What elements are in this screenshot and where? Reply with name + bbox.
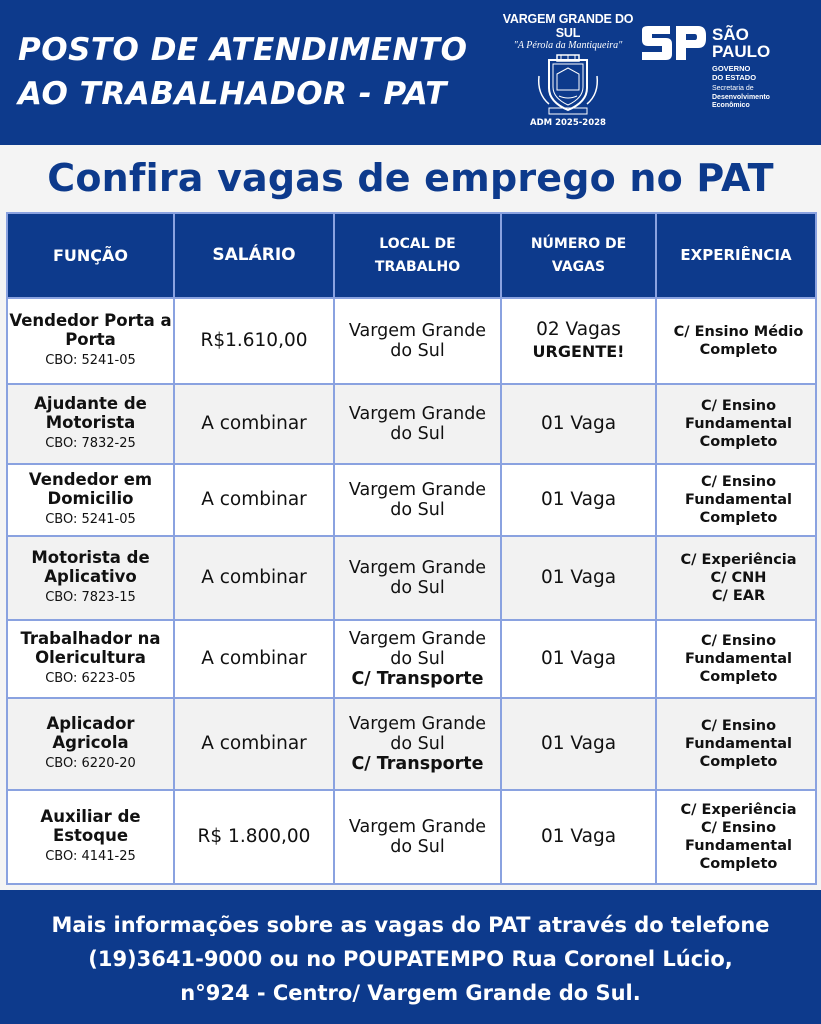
location-line-2: do Sul	[390, 500, 445, 520]
cell-funcao	[7, 698, 174, 790]
location-line-2: do Sul	[390, 734, 445, 754]
sp-logo-government	[712, 64, 772, 82]
cell-salario	[174, 464, 334, 536]
job-cbo-code: CBO: 6223-05	[45, 671, 136, 686]
job-vacancies	[502, 733, 655, 755]
column-header-vagas-line-1: NÚMERO DE	[530, 235, 627, 252]
location-line-1: Vargem Grande	[348, 480, 487, 500]
experience-line: Fundamental	[685, 651, 792, 667]
experience-line: C/ Ensino	[700, 718, 777, 734]
job-salary: A combinar	[201, 733, 307, 754]
column-header-funcao: FUNÇÃO	[7, 213, 174, 298]
experience-line: C/ Ensino	[700, 633, 777, 649]
table-row	[7, 790, 816, 884]
job-cbo-code: CBO: 5241-05	[45, 353, 136, 368]
cell-vagas	[501, 620, 656, 698]
footer-line-3: n°924 - Centro/ Vargem Grande do Sul.	[180, 981, 641, 1005]
location-transport: C/ Transporte	[351, 754, 484, 774]
sp-logo-sec-line-1: Secretaria de	[712, 85, 754, 92]
cell-vagas	[501, 536, 656, 620]
location-line-2: do Sul	[390, 649, 445, 669]
location-line-1: Vargem Grande	[348, 817, 487, 837]
table-row	[7, 384, 816, 464]
table-header-row	[7, 213, 816, 298]
job-title: Vendedor em Domicilio	[28, 470, 153, 508]
location-line-2: do Sul	[390, 578, 445, 598]
location-line-1: Vargem Grande	[348, 404, 487, 424]
job-vacancies	[502, 319, 655, 363]
cell-vagas	[501, 298, 656, 384]
experience-line: Completo	[699, 856, 778, 872]
footer-line-1: Mais informações sobre as vagas do PAT através do telefone	[51, 913, 770, 937]
cell-experiencia	[656, 790, 816, 884]
job-cbo-code: CBO: 7823-15	[45, 590, 136, 605]
job-cbo-code: CBO: 7832-25	[45, 436, 136, 451]
column-header-experiencia: EXPERIÊNCIA	[656, 213, 816, 298]
cell-salario	[174, 620, 334, 698]
cell-funcao	[7, 620, 174, 698]
city-logo-name: VARGEM GRANDE DO SUL	[502, 12, 634, 40]
vacancy-count: 01 Vaga	[540, 826, 617, 847]
table-row	[7, 698, 816, 790]
column-header-local-line-2: TRABALHO	[374, 258, 461, 275]
job-salary: A combinar	[201, 648, 307, 669]
cell-experiencia	[656, 698, 816, 790]
location-line-1: Vargem Grande	[348, 714, 487, 734]
location-line-2: do Sul	[390, 341, 445, 361]
location-line-1: Vargem Grande	[348, 558, 487, 578]
experience-line: Completo	[699, 754, 778, 770]
column-header-salario: SALÁRIO	[174, 213, 334, 298]
experience-line: C/ Ensino	[700, 474, 777, 490]
table-row	[7, 298, 816, 384]
job-table	[6, 212, 817, 885]
cell-funcao	[7, 536, 174, 620]
cell-experiencia	[656, 536, 816, 620]
vacancy-count: 01 Vaga	[540, 648, 617, 669]
job-title: Motorista de Aplicativo	[31, 548, 150, 586]
experience-line: C/ EAR	[711, 588, 766, 604]
page-title	[18, 28, 518, 116]
experience-line: Completo	[699, 669, 778, 685]
job-location	[335, 321, 500, 361]
sp-logo-sec-line-3: Econômico	[712, 102, 750, 109]
cell-funcao	[7, 790, 174, 884]
table-row	[7, 464, 816, 536]
job-location	[335, 629, 500, 689]
sp-logo-name-line-2: PAULO	[712, 42, 771, 61]
experience-line: Completo	[699, 510, 778, 526]
sp-logo-sec-line-2: Desenvolvimento	[712, 93, 770, 101]
cell-salario	[174, 384, 334, 464]
location-transport: C/ Transporte	[351, 669, 484, 689]
experience-line: Fundamental	[685, 838, 792, 854]
experience-line: Fundamental	[685, 736, 792, 752]
job-title: Aplicador Agricola	[46, 714, 135, 752]
experience-line: Fundamental	[685, 416, 792, 432]
sp-logo-secretaria	[712, 85, 802, 111]
job-location	[335, 817, 500, 857]
vacancy-count: 02 Vagas	[536, 319, 621, 340]
column-header-vagas-line-2: VAGAS	[551, 258, 606, 275]
cell-experiencia	[656, 620, 816, 698]
cell-funcao	[7, 464, 174, 536]
cell-vagas	[501, 698, 656, 790]
job-vacancies	[502, 413, 655, 435]
cell-funcao	[7, 384, 174, 464]
cell-salario	[174, 536, 334, 620]
job-location	[335, 558, 500, 598]
job-title: Vendedor Porta a Porta	[9, 311, 172, 349]
job-vacancies	[502, 826, 655, 848]
job-vacancies	[502, 567, 655, 589]
job-title: Ajudante de Motorista	[34, 394, 147, 432]
job-cbo-code: CBO: 6220-20	[45, 756, 136, 771]
location-line-2: do Sul	[390, 837, 445, 857]
sp-logo-gov-line-1: GOVERNO	[712, 64, 751, 73]
job-cbo-code: CBO: 4141-25	[45, 849, 136, 864]
cell-vagas	[501, 464, 656, 536]
sao-paulo-logo	[640, 26, 810, 116]
page-title-line-1: POSTO DE ATENDIMENTO	[18, 32, 468, 68]
cell-salario	[174, 698, 334, 790]
vacancy-count: 01 Vaga	[540, 413, 617, 434]
cell-experiencia	[656, 298, 816, 384]
experience-line: C/ Ensino	[700, 398, 777, 414]
job-cbo-code: CBO: 5241-05	[45, 512, 136, 527]
vacancy-count: 01 Vaga	[540, 567, 617, 588]
cell-vagas	[501, 384, 656, 464]
vacancy-urgent-badge: URGENTE!	[532, 342, 625, 361]
experience-line: Fundamental	[685, 492, 792, 508]
experience-line: Completo	[699, 434, 778, 450]
job-salary: R$ 1.800,00	[197, 826, 311, 847]
vacancy-count: 01 Vaga	[540, 733, 617, 754]
cell-local	[334, 384, 501, 464]
cell-salario	[174, 298, 334, 384]
cell-experiencia	[656, 464, 816, 536]
cell-local	[334, 536, 501, 620]
cell-local	[334, 790, 501, 884]
footer-line-2: (19)3641-9000 ou no POUPATEMPO Rua Coronel Lúcio,	[88, 947, 733, 971]
city-logo-adm: ADM 2025-2028	[530, 118, 606, 128]
experience-line: C/ CNH	[710, 570, 767, 586]
cell-funcao	[7, 298, 174, 384]
sp-logo-name-line-1: SÃO	[712, 25, 749, 44]
sp-logo-mark-icon	[640, 26, 708, 60]
job-location	[335, 714, 500, 774]
page-title-line-2: AO TRABALHADOR - PAT	[18, 76, 447, 112]
city-crest-icon	[535, 54, 601, 116]
experience-line: C/ Ensino	[700, 820, 777, 836]
column-header-vagas	[501, 213, 656, 298]
job-location	[335, 480, 500, 520]
column-header-local-line-1: LOCAL DE	[379, 235, 456, 252]
location-line-1: Vargem Grande	[348, 321, 487, 341]
header-bar	[0, 0, 821, 145]
job-salary: A combinar	[201, 489, 307, 510]
cell-local	[334, 464, 501, 536]
vacancy-count: 01 Vaga	[540, 489, 617, 510]
job-vacancies	[502, 489, 655, 511]
experience-line: C/ Experiência	[680, 802, 797, 818]
sp-logo-gov-line-2: DO ESTADO	[712, 73, 757, 82]
cell-local	[334, 620, 501, 698]
experience-line: Completo	[699, 342, 778, 358]
section-heading: Confira vagas de emprego no PAT	[47, 156, 774, 200]
location-line-2: do Sul	[390, 424, 445, 444]
sp-logo-name	[712, 26, 770, 60]
job-salary: A combinar	[201, 413, 307, 434]
table-row	[7, 536, 816, 620]
cell-local	[334, 698, 501, 790]
city-logo	[498, 8, 638, 130]
job-salary: R$1.610,00	[200, 330, 308, 351]
location-line-1: Vargem Grande	[348, 629, 487, 649]
cell-salario	[174, 790, 334, 884]
job-title: Auxiliar de Estoque	[40, 807, 141, 845]
job-location	[335, 404, 500, 444]
cell-experiencia	[656, 384, 816, 464]
column-header-local	[334, 213, 501, 298]
job-salary: A combinar	[201, 567, 307, 588]
experience-line: C/ Ensino Médio	[673, 324, 804, 340]
job-vacancies	[502, 648, 655, 670]
footer-info	[0, 890, 821, 1024]
table-row	[7, 620, 816, 698]
cell-local	[334, 298, 501, 384]
cell-vagas	[501, 790, 656, 884]
job-title: Trabalhador na Olericultura	[20, 629, 161, 667]
experience-line: C/ Experiência	[680, 552, 797, 568]
city-logo-tagline: "A Pérola da Mantiqueira"	[513, 40, 623, 51]
